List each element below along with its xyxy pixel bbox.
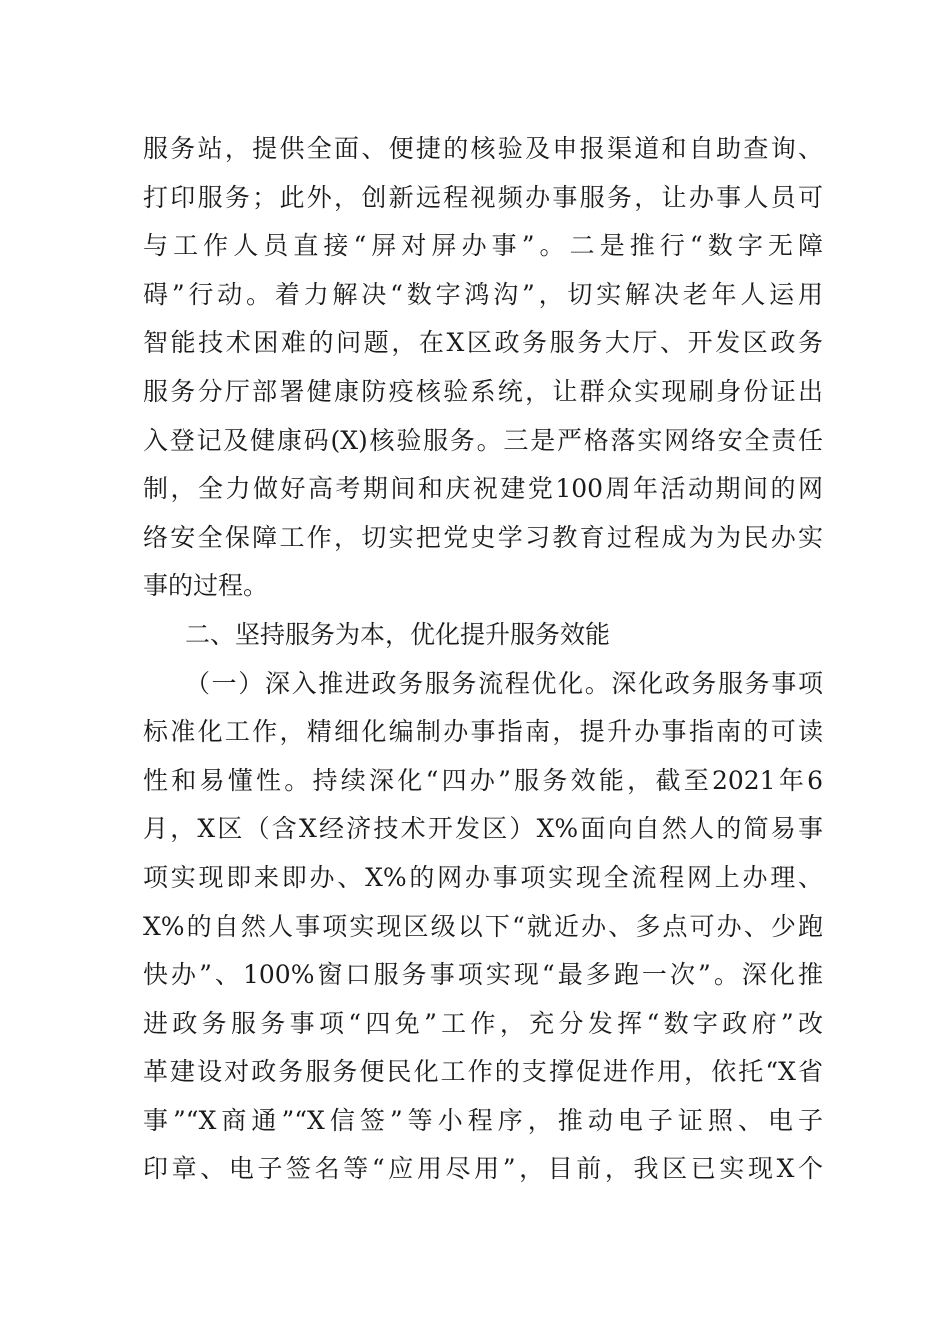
- section-heading: 二、坚持服务为本，优化提升服务效能: [185, 619, 611, 649]
- text-line: 服务站，提供全面、便捷的核验及申报渠道和自助查询、: [143, 134, 823, 163]
- text-line: 项实现即来即办、X%的网办事项实现全流程网上办理、: [143, 862, 823, 892]
- text-line: 月，X区（含X经济技术开发区）X%面向自然人的简易事: [143, 814, 823, 844]
- text-line: 打印服务；此外，创新远程视频办事服务，让办事人员可: [143, 182, 823, 212]
- text-line: 性和易懂性。持续深化“四办”服务效能，截至2021年6: [143, 765, 823, 795]
- text-line: 革建设对政务服务便民化工作的支撑促进作用，依托“X省: [143, 1057, 823, 1087]
- text-line: 与工作人员直接“屏对屏办事”。二是推行“数字无障: [143, 231, 823, 261]
- text-line: 事的过程。: [143, 571, 269, 601]
- text-line: 智能技术困难的问题，在X区政务服务大厅、开发区政务: [143, 328, 823, 358]
- text-line: 络安全保障工作，切实把党史学习教育过程成为为民办实: [143, 522, 823, 552]
- text-line: 制，全力做好高考期间和庆祝建党100周年活动期间的网: [143, 474, 823, 504]
- text-line: 标准化工作，精细化编制办事指南，提升办事指南的可读: [143, 717, 823, 747]
- text-line: X%的自然人事项实现区级以下“就近办、多点可办、少跑: [143, 911, 823, 941]
- body-text: [143, 125, 823, 1194]
- text-line: 进政务服务事项“四免”工作，充分发挥“数字政府”改: [143, 1008, 823, 1038]
- text-line: 入登记及健康码(X)核验服务。三是严格落实网络安全责任: [143, 425, 823, 455]
- text-line: 印章、电子签名等“应用尽用”，目前，我区已实现X个: [143, 1154, 823, 1184]
- text-line: 事”“X商通”“X信签”等小程序，推动电子证照、电子: [143, 1105, 823, 1135]
- text-line: 碍”行动。着力解决“数字鸿沟”，切实解决老年人运用: [143, 279, 823, 309]
- text-line: 服务分厅部署健康防疫核验系统，让群众实现刷身份证出: [143, 376, 823, 406]
- text-line: 快办”、100%窗口服务事项实现“最多跑一次”。深化推: [143, 960, 823, 990]
- text-line: （一）深入推进政务服务流程优化。深化政务服务事项: [185, 668, 823, 698]
